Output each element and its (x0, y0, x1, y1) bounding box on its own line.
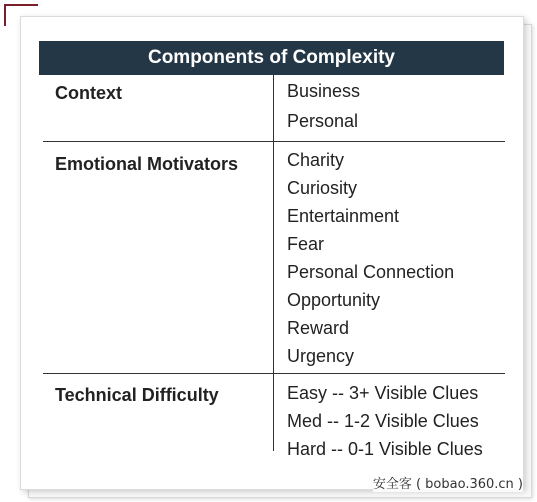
list-item: Curiosity (287, 178, 358, 198)
list-item: Urgency (287, 346, 355, 366)
list-item: Personal Connection (287, 262, 455, 282)
list-item: Personal (287, 111, 359, 131)
list-item: Easy -- 3+ Visible Clues (287, 383, 479, 403)
row-label-emotional-motivators: Emotional Motivators (55, 154, 239, 174)
list-item: Entertainment (287, 206, 400, 226)
complexity-card (20, 16, 524, 490)
list-item: Fear (287, 234, 325, 254)
row-divider (43, 373, 505, 374)
row-label-context: Context (55, 83, 122, 103)
list-item: Opportunity (287, 290, 381, 310)
table-title: Components of Complexity (39, 41, 504, 75)
row-divider (43, 141, 505, 142)
list-item: Hard -- 0-1 Visible Clues (287, 439, 483, 459)
column-divider (273, 75, 274, 451)
list-item: Business (287, 81, 361, 101)
technical-difficulty-list (287, 379, 483, 463)
row-label-technical-difficulty: Technical Difficulty (55, 385, 219, 405)
emotional-motivators-list (287, 146, 454, 370)
context-items-list (287, 77, 360, 135)
list-item: Med -- 1-2 Visible Clues (287, 411, 479, 431)
list-item: Charity (287, 150, 345, 170)
list-item: Reward (287, 318, 350, 338)
watermark-text: 安全客 ( bobao.360.cn ) (373, 473, 523, 492)
